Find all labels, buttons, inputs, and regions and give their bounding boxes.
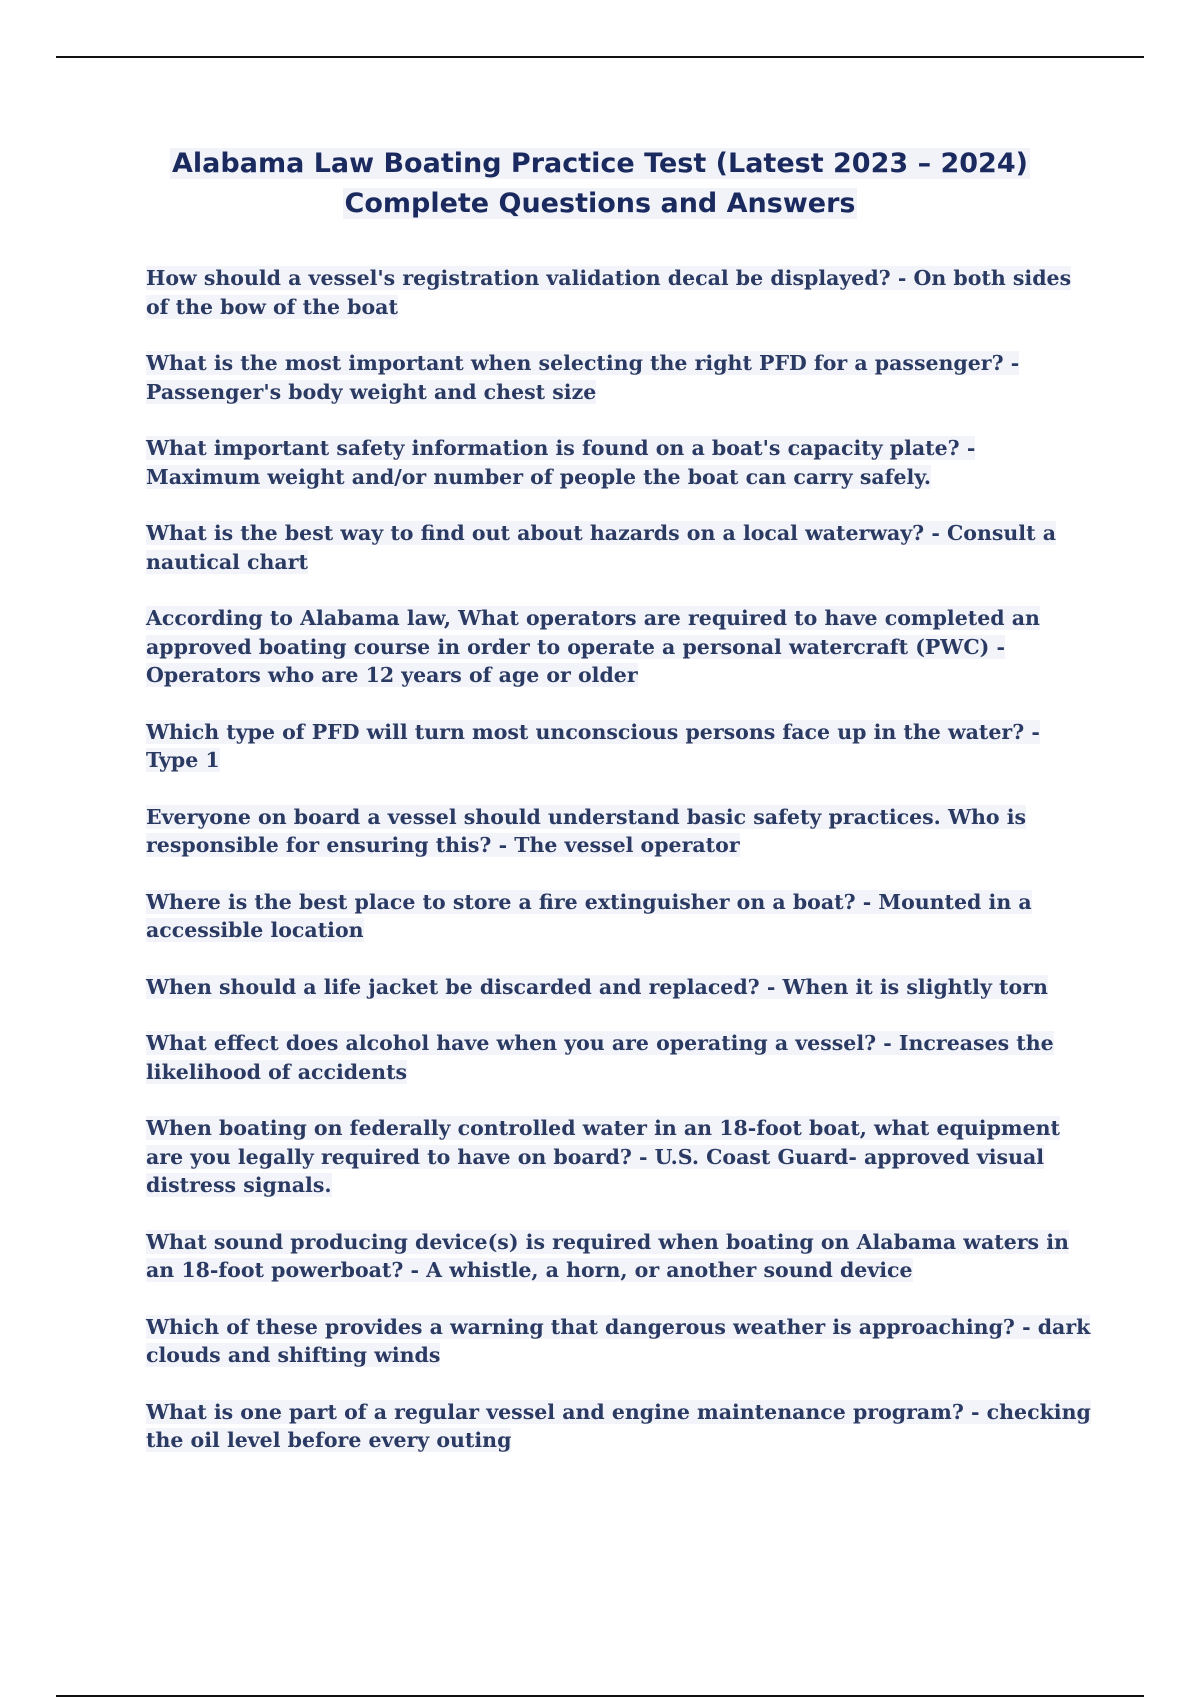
qa-item: What is the most important when selecting the right PFD for a passenger? - Passenger's body weight and chest size	[146, 351, 1020, 404]
qa-item: What effect does alcohol have when you are operating a vessel? - Increases the likelihood of accidents	[146, 1031, 1054, 1084]
title-line-2: Complete Questions and Answers	[344, 188, 856, 219]
title-line-1: Alabama Law Boating Practice Test (Latest 2023 – 2024)	[172, 148, 1028, 179]
header-rule	[56, 56, 1144, 58]
qa-item: How should a vessel's registration validation decal be displayed? - On both sides of the bow of the boat	[146, 266, 1072, 319]
qa-item: When boating on federally controlled water in an 18-foot boat, what equipment are you legally required to have on board? - U.S. Coast Guard- approved visual distress signals.	[146, 1116, 1061, 1197]
footer-rule	[56, 1695, 1144, 1697]
qa-item: Where is the best place to store a fire extinguisher on a boat? - Mounted in a accessible location	[146, 889, 1032, 942]
qa-item: What is one part of a regular vessel and engine maintenance program? - checking the oil level before every outing	[146, 1399, 1091, 1452]
qa-item: According to Alabama law, What operators are required to have completed an approved boating course in order to operate a personal watercraft (PWC) - Operators who are 12 years of age or older	[146, 606, 1040, 687]
question-answer-list	[146, 264, 1092, 1483]
qa-item: When should a life jacket be discarded and replaced? - When it is slightly torn	[146, 974, 1048, 999]
qa-item: Everyone on board a vessel should understand basic safety practices. Who is responsible for ensuring this? - The vessel operator	[146, 804, 1027, 857]
qa-item: What important safety information is found on a boat's capacity plate? - Maximum weight and/or number of people the boat can carry safely.	[146, 436, 976, 489]
qa-item: What sound producing device(s) is required when boating on Alabama waters in an 18-foot powerboat? - A whistle, a horn, or another sound device	[146, 1229, 1069, 1282]
document-title	[100, 144, 1100, 224]
qa-item: Which of these provides a warning that dangerous weather is approaching? - dark clouds and shifting winds	[146, 1314, 1091, 1367]
qa-item: What is the best way to find out about hazards on a local waterway? - Consult a nautical chart	[146, 521, 1056, 574]
qa-item: Which type of PFD will turn most unconscious persons face up in the water? - Type 1	[146, 719, 1040, 772]
